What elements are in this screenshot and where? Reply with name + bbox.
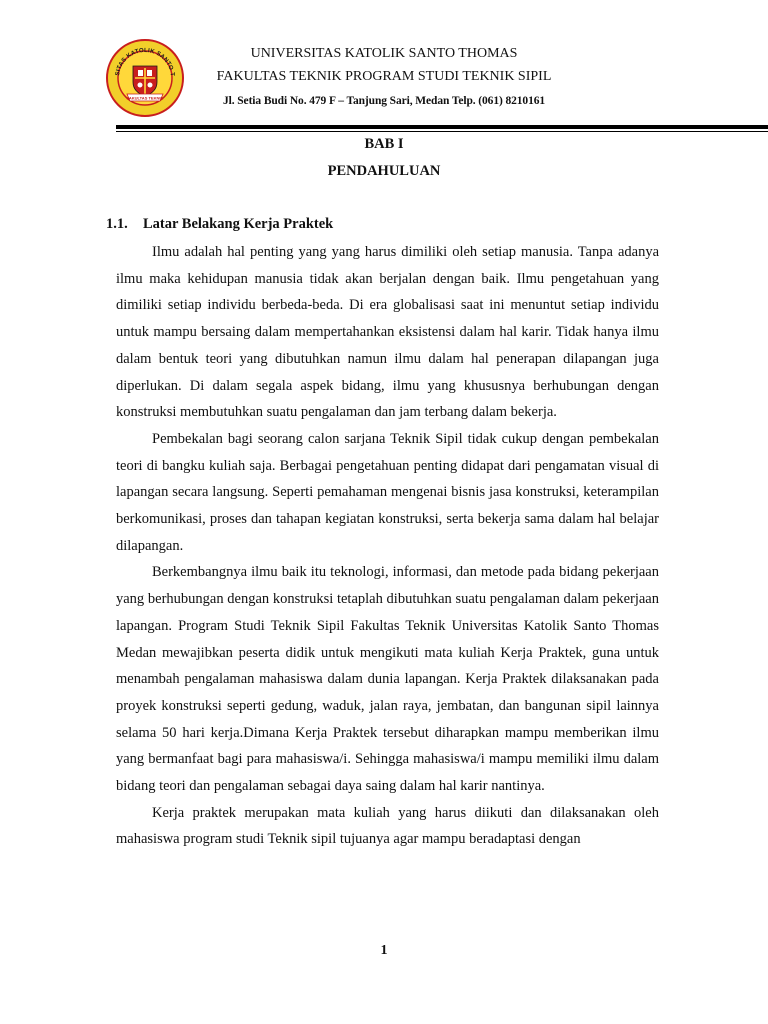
chapter-number: BAB I: [364, 136, 404, 152]
paragraph: Berkembangnya ilmu baik itu teknologi, informasi, dan metode pada bidang pekerjaan yang berhubungan dengan konstruksi tetaplah dibutuhkan suatu pengalaman dalam pekerjaan lapangan. Program Studi Teknik Sipil Fakultas Teknik Universitas Katolik Santo Thomas Medan mewajibkan peserta didik untuk mengikuti mata kuliah Kerja Praktek, guna untuk menambah pengalaman mahasiswa dalam dunia lapangan. Kerja Praktek dilaksanakan pada proyek konstruksi seperti gedung, waduk, jalan raya, jembatan, dan bangunan sipil lainnya selama 50 hari kerja.Dimana Kerja Praktek tersebut diharapkan mampu memberikan ilmu yang bermanfaat bagi para mahasiswa/i. Sehingga mahasiswa/i mampu memiliki ilmu dalam bidang teori dan pengalaman sebagai daya saing dalam hal karir nantinya.: [116, 564, 659, 795]
paragraph: Ilmu adalah hal penting yang yang harus dimiliki oleh setiap manusia. Tanpa adanya ilmu maka kehidupan manusia tidak akan berjalan dengan baik. Ilmu pengetahuan yang dimiliki setiap individu berbeda-beda. Di era globalisasi saat ini menuntut setiap individu untuk mampu bersaing dalam mempertahankan eksistensi dalam hal karir. Tidak hanya ilmu dalam bentuk teori yang dibutuhkan namun ilmu dalam hal penerapan dilapangan juga diperlukan. Di dalam segala aspek bidang, ilmu yang khususnya berhubungan dengan konstruksi membutuhkan suatu pengalaman dan jam terbang dalam bekerja.: [116, 244, 659, 421]
letterhead-faculty: FAKULTAS TEKNIK PROGRAM STUDI TEKNIK SIPIL: [216, 69, 552, 84]
letterhead-address: Jl. Setia Budi No. 479 F – Tanjung Sari, Medan Telp. (061) 8210161: [222, 95, 546, 107]
paragraph: Kerja praktek merupakan mata kuliah yang harus diikuti dan dilaksanakan oleh mahasiswa program studi Teknik sipil tujuanya agar mampu beradaptasi dengan: [116, 804, 659, 848]
section-heading: [106, 216, 333, 233]
chapter-title: PENDAHULUAN: [327, 163, 441, 179]
paragraph: Pembekalan bagi seorang calon sarjana Teknik Sipil tidak cukup dengan pembekalan teori di bangku kuliah saja. Berbagai pengetahuan penting didapat dari pengamatan visual di lapangan secara langsung. Seperti pemahaman mengenai bisnis jasa konstruksi, keterampilan berkomunikasi, proses dan tahapan kegiatan konstruksi, serta bekerja sama dalam hal belajar dilapangan.: [116, 430, 659, 554]
body-text: [116, 239, 659, 853]
header-rule-thick: [116, 125, 768, 129]
university-seal-icon: [105, 38, 185, 118]
page-number: 1: [380, 943, 388, 958]
section-title: Latar Belakang Kerja Praktek: [143, 216, 334, 232]
university-seal-logo: [105, 38, 185, 118]
header-rule-thin: [116, 131, 768, 132]
svg-text:FAKULTAS TEKNIK: FAKULTAS TEKNIK: [126, 95, 164, 101]
svg-text:UNIVERSITAS KATOLIK SANTO THOM: SITAS KATOLIK SANTO T: [115, 47, 175, 77]
letterhead-university: UNIVERSITAS KATOLIK SANTO THOMAS: [250, 46, 518, 61]
section-number: 1.1.: [106, 216, 128, 232]
